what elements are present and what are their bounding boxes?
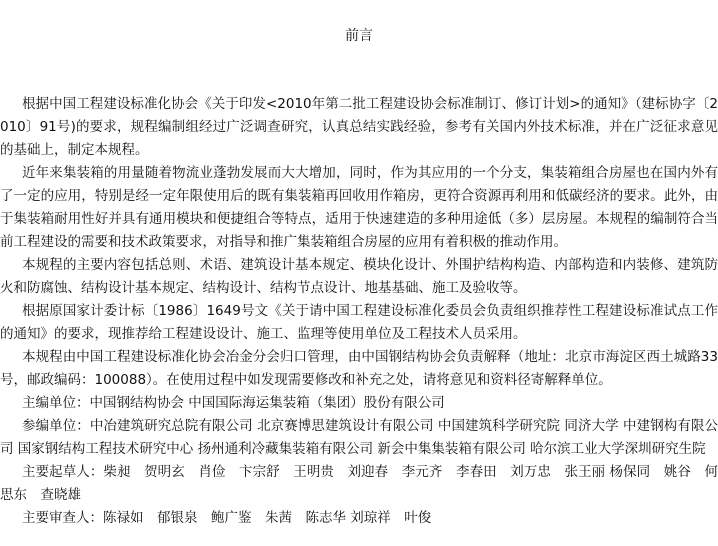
paragraph-background: 近年来集装箱的用量随着物流业蓬勃发展而大大增加，同时，作为其应用的一个分支，集装箱组合房屋也在国内外有了一定的应用，特别是经一定年限使用后的既有集装箱再回收用作箱房，更符合资源再利用和低碳经济的要求。此外，由于集装箱耐用性好并具有通用模块和便捷组合等特点，适用于快速建造的多种用途低（多）层房屋。本规程的编制符合当前工程建设的需要和技术政策要求，对指导和推广集装箱组合房屋的应用有着积极的推动作用。: [0, 165, 718, 250]
paragraph-chief-editors: 主编单位：中国钢结构协会 中国国际海运集装箱（集团）股份有限公司: [22, 395, 445, 411]
paragraph-management: 本规程由中国工程建设标准化协会冶金分会归口管理，由中国钢结构协会负责解释（地址：北京市海淀区西土城路33号，邮政编码：100088）。在使用过程中如发现需要修改和补充之处，请将意见和资料径寄解释单位。: [0, 349, 718, 388]
paragraph-contents: 本规程的主要内容包括总则、术语、建筑设计基本规定、模块化设计、外围护结构构造、内部构造和内装修、建筑防火和防腐蚀、结构设计基本规定、结构设计、结构节点设计、地基基础、施工及验收等。: [0, 257, 718, 296]
paragraph-participating-units: 参编单位：中冶建筑研究总院有限公司 北京赛博思建筑设计有限公司 中国建筑科学研究院 同济大学 中建钢构有限公司 国家钢结构工程技术研究中心 扬州通利冷藏集装箱有限公司 新会中集集装箱有限公司 哈尔滨工业大学深圳研究生院: [0, 418, 718, 457]
paragraph-reviewers: 主要审查人：陈禄如 郁银泉 鲍广鉴 朱茜 陈志华 刘琼祥 叶俊: [22, 510, 432, 526]
paragraph-recommendation: 根据原国家计委计标〔1986〕1649号文《关于请中国工程建设标准化委员会负责组织推荐性工程建设标准试点工作的通知》的要求，现推荐给工程建设设计、施工、监理等使用单位及工程技术人员采用。: [0, 303, 718, 342]
paragraph-drafters: 主要起草人：柴昶 贺明玄 肖俭 卞宗舒 王明贵 刘迎春 李元齐 李春田 刘万忠 张王丽 杨保同 姚谷 何思东 查晓雄: [0, 464, 718, 503]
page-title: 前言: [345, 28, 373, 44]
paragraph-basis: 根据中国工程建设标准化协会《关于印发<2010年第二批工程建设协会标准制订、修订计划>的通知》（建标协字〔2010〕91号)的要求，规程编制组经过广泛调查研究，认真总结实践经验，参考有关国内外技术标准，并在广泛征求意见的基础上，制定本规程。: [0, 96, 718, 158]
document-body: [0, 93, 718, 530]
